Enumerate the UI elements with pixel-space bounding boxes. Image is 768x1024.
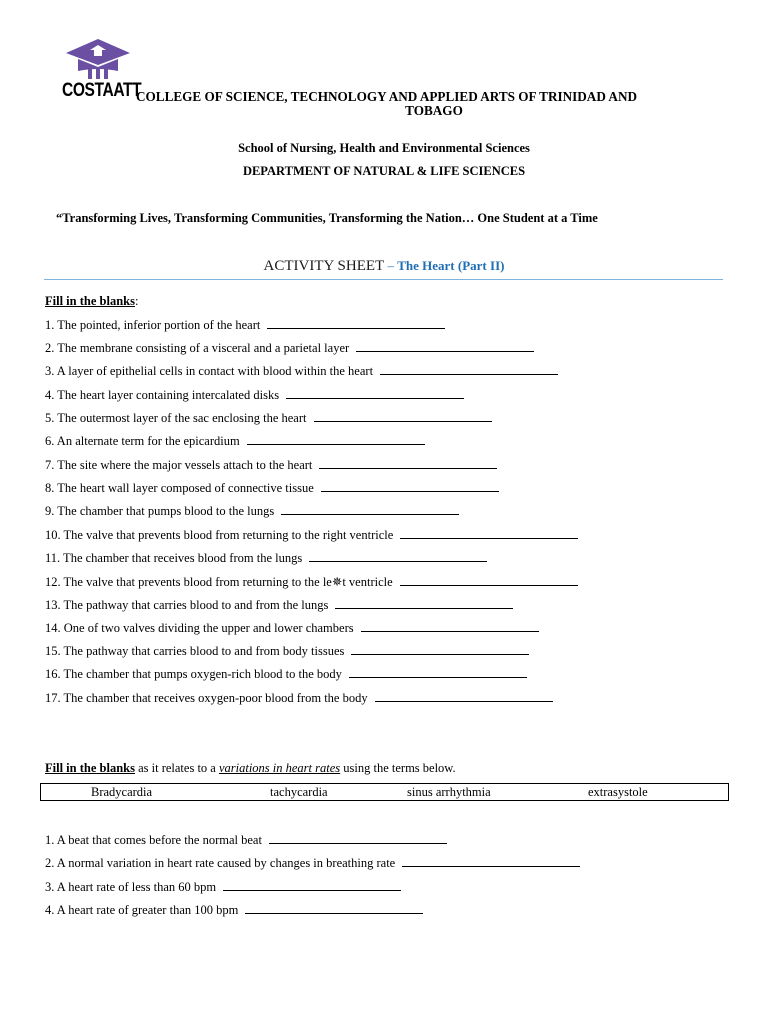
question-6 — [45, 434, 425, 449]
question-15 — [45, 644, 529, 659]
logo-text: COSTAATT — [62, 80, 142, 101]
college-name — [136, 90, 732, 118]
question-4 — [45, 388, 464, 403]
answer-blank[interactable] — [335, 598, 513, 609]
rate-question-3 — [45, 880, 401, 895]
answer-blank[interactable] — [356, 341, 534, 352]
question-10 — [45, 528, 578, 543]
question-8 — [45, 481, 499, 496]
question-text: 5. The outermost layer of the sac enclosing the heart — [45, 411, 307, 425]
question-text: 3. A layer of epithelial cells in contact with blood within the heart — [45, 364, 374, 378]
section2-text1: as it relates to a — [134, 761, 219, 775]
question-text: 7. The site where the major vessels attach to the heart — [45, 458, 313, 472]
answer-blank[interactable] — [375, 691, 553, 702]
answer-blank[interactable] — [281, 504, 459, 515]
question-text: 4. A heart rate of greater than 100 bpm — [45, 903, 239, 917]
answer-blank[interactable] — [380, 364, 558, 375]
question-3 — [45, 364, 558, 379]
section2-heading — [45, 761, 456, 776]
answer-blank[interactable] — [400, 575, 578, 586]
question-text: 9. The chamber that pumps blood to the lungs — [45, 504, 275, 518]
question-text: 15. The pathway that carries blood to and from body tissues — [45, 644, 345, 658]
question-text: 17. The chamber that receives oxygen-poor blood from the body — [45, 691, 368, 705]
section1-heading-colon: : — [134, 294, 139, 308]
answer-blank[interactable] — [267, 318, 445, 329]
question-1 — [45, 318, 445, 333]
question-text: 4. The heart layer containing intercalated disks — [45, 388, 280, 402]
question-5 — [45, 411, 492, 426]
title-sub: The Heart (Part II) — [397, 258, 505, 273]
question-text: 1. The pointed, inferior portion of the heart — [45, 318, 261, 332]
answer-blank[interactable] — [286, 388, 464, 399]
answer-blank[interactable] — [349, 667, 527, 678]
answer-blank[interactable] — [223, 880, 401, 891]
question-14 — [45, 621, 539, 636]
question-text: 14. One of two valves dividing the upper and lower chambers — [45, 621, 354, 635]
section2-emphasis: variations in heart rates — [218, 761, 341, 775]
answer-blank[interactable] — [247, 434, 425, 445]
answer-blank[interactable] — [314, 411, 492, 422]
term-tachycardia: tachycardia — [270, 785, 328, 799]
question-text: 12. The valve that prevents blood from returning to the le✵t ventricle — [45, 575, 393, 589]
section2-text2: using the terms below. — [340, 761, 456, 775]
section1-heading-text: Fill in the blanks — [45, 294, 135, 308]
terms-box — [40, 783, 729, 801]
question-16 — [45, 667, 527, 682]
answer-blank[interactable] — [321, 481, 499, 492]
answer-blank[interactable] — [400, 528, 578, 539]
answer-blank[interactable] — [245, 903, 423, 914]
question-9 — [45, 504, 459, 519]
answer-blank[interactable] — [361, 621, 539, 632]
question-text: 2. The membrane consisting of a visceral and a parietal layer — [45, 341, 350, 355]
page-title — [0, 258, 768, 275]
title-main: ACTIVITY SHEET — [263, 258, 385, 274]
answer-blank[interactable] — [351, 644, 529, 655]
answer-blank[interactable] — [269, 833, 447, 844]
college-name-line2: TOBAGO — [405, 103, 463, 118]
answer-blank[interactable] — [319, 458, 497, 469]
question-text: 11. The chamber that receives blood from the lungs — [45, 551, 303, 565]
rate-question-2 — [45, 856, 580, 871]
rate-question-4 — [45, 903, 423, 918]
title-dash: – — [384, 258, 398, 273]
question-7 — [45, 458, 497, 473]
question-text: 16. The chamber that pumps oxygen-rich blood to the body — [45, 667, 342, 681]
section1-heading — [45, 294, 138, 309]
title-divider — [44, 279, 723, 280]
college-name-line1: COLLEGE OF SCIENCE, TECHNOLOGY AND APPLIED ARTS OF TRINIDAD AND — [136, 89, 637, 104]
motto: “Transforming Lives, Transforming Communities, Transforming the Nation… One Student at a Time — [56, 211, 598, 225]
question-2 — [45, 341, 534, 356]
question-13 — [45, 598, 513, 613]
question-text: 13. The pathway that carries blood to and from the lungs — [45, 598, 329, 612]
question-text: 8. The heart wall layer composed of connective tissue — [45, 481, 314, 495]
term-sinus-arrhythmia: sinus arrhythmia — [407, 785, 491, 799]
question-text: 1. A beat that comes before the normal beat — [45, 833, 262, 847]
question-text: 3. A heart rate of less than 60 bpm — [45, 880, 217, 894]
school-name: School of Nursing, Health and Environmental Sciences — [238, 141, 530, 155]
section2-heading-text: Fill in the blanks — [45, 761, 135, 775]
question-text: 6. An alternate term for the epicardium — [45, 434, 240, 448]
rate-question-1 — [45, 833, 447, 848]
question-11 — [45, 551, 487, 566]
question-text: 2. A normal variation in heart rate caused by changes in breathing rate — [45, 856, 396, 870]
question-17 — [45, 691, 553, 706]
term-extrasystole: extrasystole — [588, 785, 648, 799]
answer-blank[interactable] — [402, 856, 580, 867]
answer-blank[interactable] — [309, 551, 487, 562]
department-name: DEPARTMENT OF NATURAL & LIFE SCIENCES — [242, 164, 526, 178]
term-bradycardia: Bradycardia — [91, 785, 153, 799]
question-text: 10. The valve that prevents blood from returning to the right ventricle — [45, 528, 394, 542]
question-12 — [45, 574, 578, 590]
